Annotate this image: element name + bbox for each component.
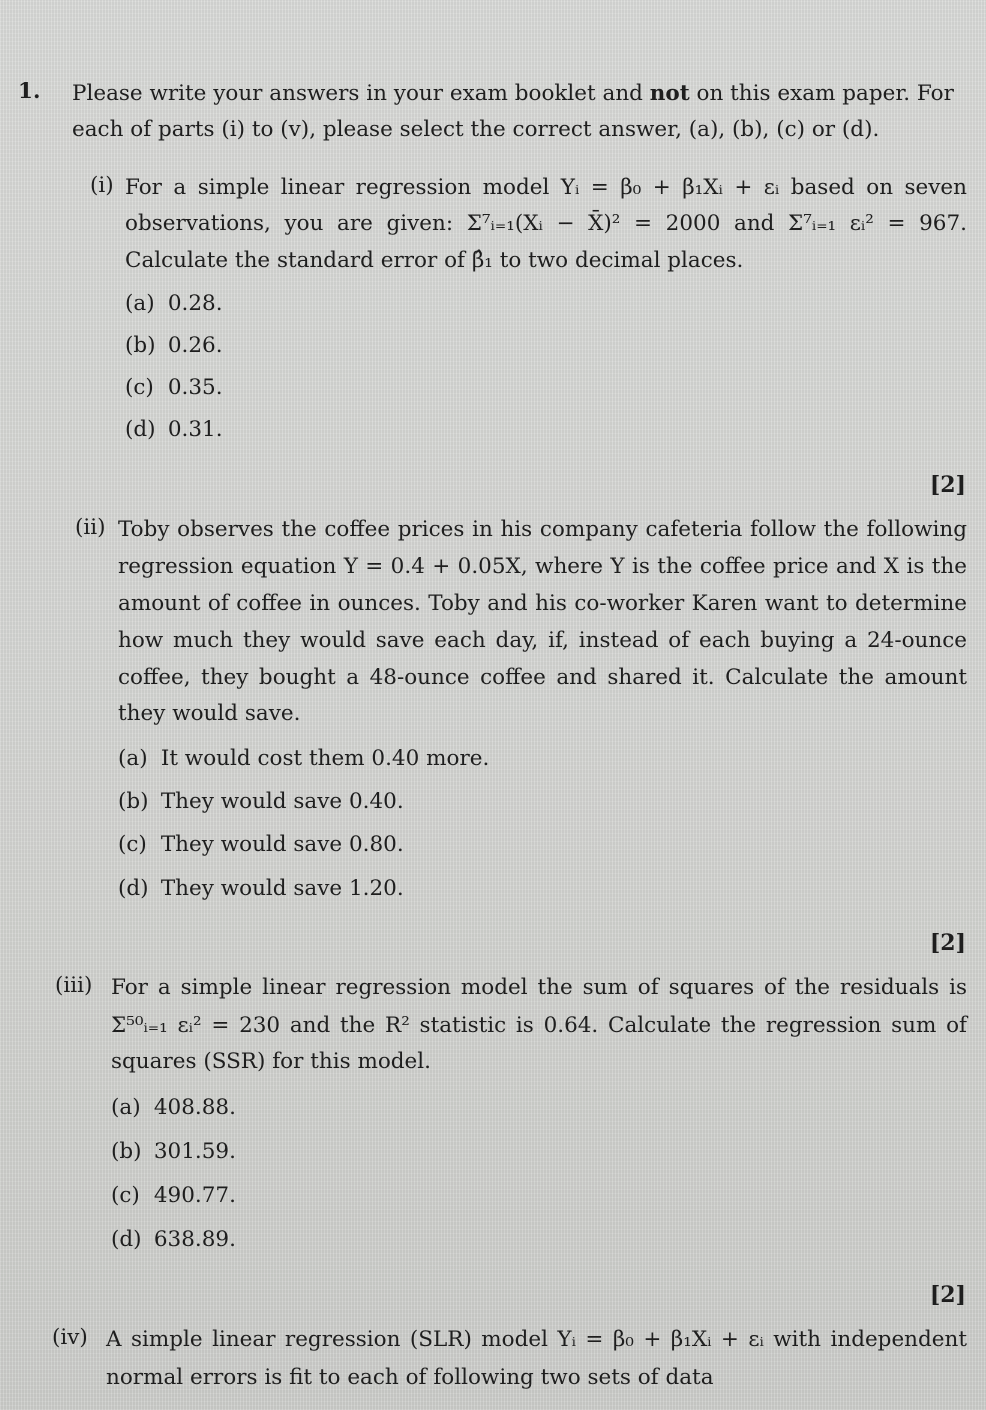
- part-label-i: (i): [90, 173, 114, 198]
- part-ii-line-3: amount of coffee in ounces. Toby and his co-worker Karen want to determine: [118, 591, 967, 616]
- option-iii-c: (c) 490.77.: [111, 1183, 236, 1208]
- option-iii-a: (a) 408.88.: [111, 1095, 236, 1120]
- part-iv-line-1: A simple linear regression (SLR) model Yᵢ = β₀ + β₁Xᵢ + εᵢ with independent: [106, 1327, 967, 1352]
- marks-ii: [2]: [929, 930, 966, 956]
- part-label-iv: (iv): [52, 1325, 88, 1350]
- part-iv-line-2: normal errors is fit to each of following two sets of data: [106, 1365, 714, 1390]
- option-iii-d: (d) 638.89.: [111, 1227, 236, 1252]
- question-intro-line-1: Please write your answers in your exam booklet and not on this exam paper. For: [72, 81, 954, 106]
- part-ii-line-2: regression equation Y = 0.4 + 0.05X, where Y is the coffee price and X is the: [118, 554, 967, 579]
- option-ii-d: (d) They would save 1.20.: [118, 876, 404, 901]
- option-i-b: (b) 0.26.: [125, 333, 223, 358]
- question-number: 1.: [18, 79, 41, 104]
- part-ii-line-5: coffee, they bought a 48-ounce coffee and shared it. Calculate the amount: [118, 665, 967, 690]
- part-ii-line-4: how much they would save each day, if, instead of each buying a 24-ounce: [118, 628, 967, 653]
- option-iii-b: (b) 301.59.: [111, 1139, 236, 1164]
- part-i-line-3: Calculate the standard error of β̂₁ to two decimal places.: [125, 248, 744, 273]
- marks-i: [2]: [929, 472, 966, 498]
- option-i-d: (d) 0.31.: [125, 417, 223, 442]
- option-i-c: (c) 0.35.: [125, 375, 223, 400]
- option-i-a: (a) 0.28.: [125, 291, 223, 316]
- option-ii-a: (a) It would cost them 0.40 more.: [118, 746, 490, 771]
- part-iii-line-3: squares (SSR) for this model.: [111, 1049, 431, 1074]
- part-ii-line-6: they would save.: [118, 701, 301, 726]
- part-iii-line-1: For a simple linear regression model the sum of squares of the residuals is: [111, 975, 967, 1000]
- option-ii-b: (b) They would save 0.40.: [118, 789, 404, 814]
- part-label-iii: (iii): [55, 973, 93, 998]
- part-i-line-1: For a simple linear regression model Yᵢ = β₀ + β₁Xᵢ + εᵢ based on seven: [125, 175, 967, 200]
- part-iii-line-2: Σ⁵⁰ᵢ₌₁ εᵢ² = 230 and the R² statistic is 0.64. Calculate the regression sum of: [111, 1013, 967, 1038]
- part-label-ii: (ii): [75, 515, 106, 540]
- option-ii-c: (c) They would save 0.80.: [118, 832, 404, 857]
- part-ii-line-1: Toby observes the coffee prices in his company cafeteria follow the following: [118, 517, 967, 542]
- question-intro-line-2: each of parts (i) to (v), please select the correct answer, (a), (b), (c) or (d).: [72, 117, 880, 142]
- part-i-line-2: observations, you are given: Σ⁷ᵢ₌₁(Xᵢ − X̄)² = 2000 and Σ⁷ᵢ₌₁ εᵢ² = 967.: [125, 211, 967, 236]
- marks-iii: [2]: [929, 1282, 966, 1308]
